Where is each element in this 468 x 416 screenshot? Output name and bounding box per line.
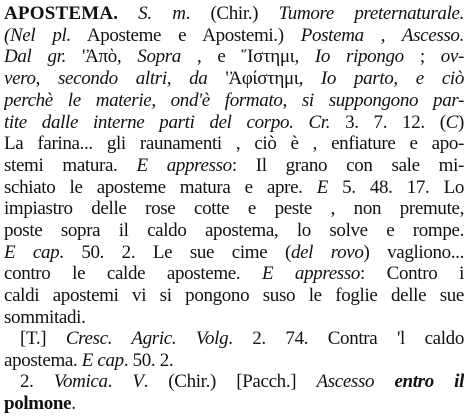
text-run: ) — [458, 112, 464, 133]
text-run: . 2. 74. Contra 'l caldo — [228, 328, 464, 349]
text-run: 2. — [20, 371, 54, 392]
entry-line — [4, 197, 464, 221]
text-run: sommitadi. — [4, 307, 86, 328]
text-run: [T.] — [20, 328, 66, 349]
text-run: 5. 48. 17. Lo — [327, 177, 464, 198]
text-run: Io ripongo — [314, 46, 404, 67]
text-run: perchè le materie, ond'è formato, si suppongono par- — [4, 90, 464, 111]
text-run: . 50. 2. Le sue cime ( — [59, 242, 291, 263]
text-run: V — [132, 371, 144, 392]
entry-line — [4, 219, 464, 243]
text-run: . — [113, 3, 139, 24]
text-run: (Nel pl. — [4, 25, 71, 46]
text-run: Io parto, e ciò — [320, 68, 464, 89]
text-run: ) vagliono... — [363, 242, 464, 263]
text-run: E cap — [81, 350, 124, 371]
text-run: 'Ἀφίστημι — [225, 68, 299, 89]
text-run: polmone — [4, 393, 72, 414]
text-run: Ascesso — [316, 371, 395, 392]
text-run: tite dalle interne parti del corpo. Cr. — [4, 112, 331, 133]
text-run: Ἵστημι — [241, 46, 295, 67]
text-run: poste sopra il caldo apostema, lo solve e rompe. — [4, 220, 464, 241]
entry-line — [20, 327, 464, 351]
text-run: ov- — [440, 46, 464, 67]
text-run: C — [445, 112, 458, 133]
text-run: vero, secondo altri, da — [4, 68, 226, 89]
text-run: 'Ἀπὸ, — [82, 46, 138, 67]
text-run: . (Chir.) — [185, 3, 279, 24]
entry-line — [4, 392, 464, 416]
entry-line — [4, 132, 464, 156]
entry-line — [4, 45, 464, 69]
text-run: . 50. 2. — [123, 350, 174, 371]
text-run: Postema , Ascesso. — [300, 25, 464, 46]
text-run: E appresso — [261, 263, 361, 284]
text-run: , — [298, 68, 321, 89]
text-run: 3. 7. 12. ( — [330, 112, 446, 133]
text-run: S. m — [138, 3, 186, 24]
text-run: Dal gr. — [4, 46, 83, 67]
text-run: Sopra — [137, 46, 181, 67]
text-run: , e — [180, 46, 242, 67]
entry-line — [4, 89, 464, 113]
text-run: E — [316, 177, 328, 198]
text-run: entro il — [394, 371, 464, 392]
entry-line — [4, 67, 464, 91]
text-run: E cap — [4, 242, 60, 263]
text-run: schiato le aposteme matura e apre. — [4, 177, 317, 198]
text-run: stemi matura. — [4, 155, 137, 176]
entry-line — [4, 154, 464, 178]
text-run: La farina... gli raunamenti , ciò è , enfiature e apo- — [4, 133, 464, 154]
text-run: . (Chir.) [Pacch.] — [143, 371, 317, 392]
text-run: caldi apostemi vi si pongono suso le foglie delle sue — [4, 285, 464, 306]
text-run: : Il grano con sale mi- — [231, 155, 464, 176]
text-run: apostema. — [4, 350, 82, 371]
entry-line — [4, 262, 464, 286]
entry-line — [4, 2, 464, 26]
entry-line — [4, 284, 464, 308]
text-run: Cresc. Agric. Volg — [65, 328, 229, 349]
text-run: del rovo — [290, 242, 364, 263]
text-run: : Contro i — [360, 263, 464, 284]
text-run: impiastro delle rose cotte e peste , non premute, — [4, 198, 464, 219]
text-run: E appresso — [136, 155, 232, 176]
text-run: , — [294, 46, 315, 67]
text-run: Aposteme e Apostemi.) — [70, 25, 301, 46]
entry-line — [20, 370, 464, 394]
text-run: APOSTEMA — [4, 3, 114, 24]
text-run: ; — [403, 46, 441, 67]
text-run: . — [71, 393, 76, 414]
text-run: . — [107, 371, 133, 392]
text-run: Vomica — [53, 371, 108, 392]
text-run: contro le calde aposteme. — [4, 263, 262, 284]
text-run: Tumore preternaturale. — [278, 3, 464, 24]
